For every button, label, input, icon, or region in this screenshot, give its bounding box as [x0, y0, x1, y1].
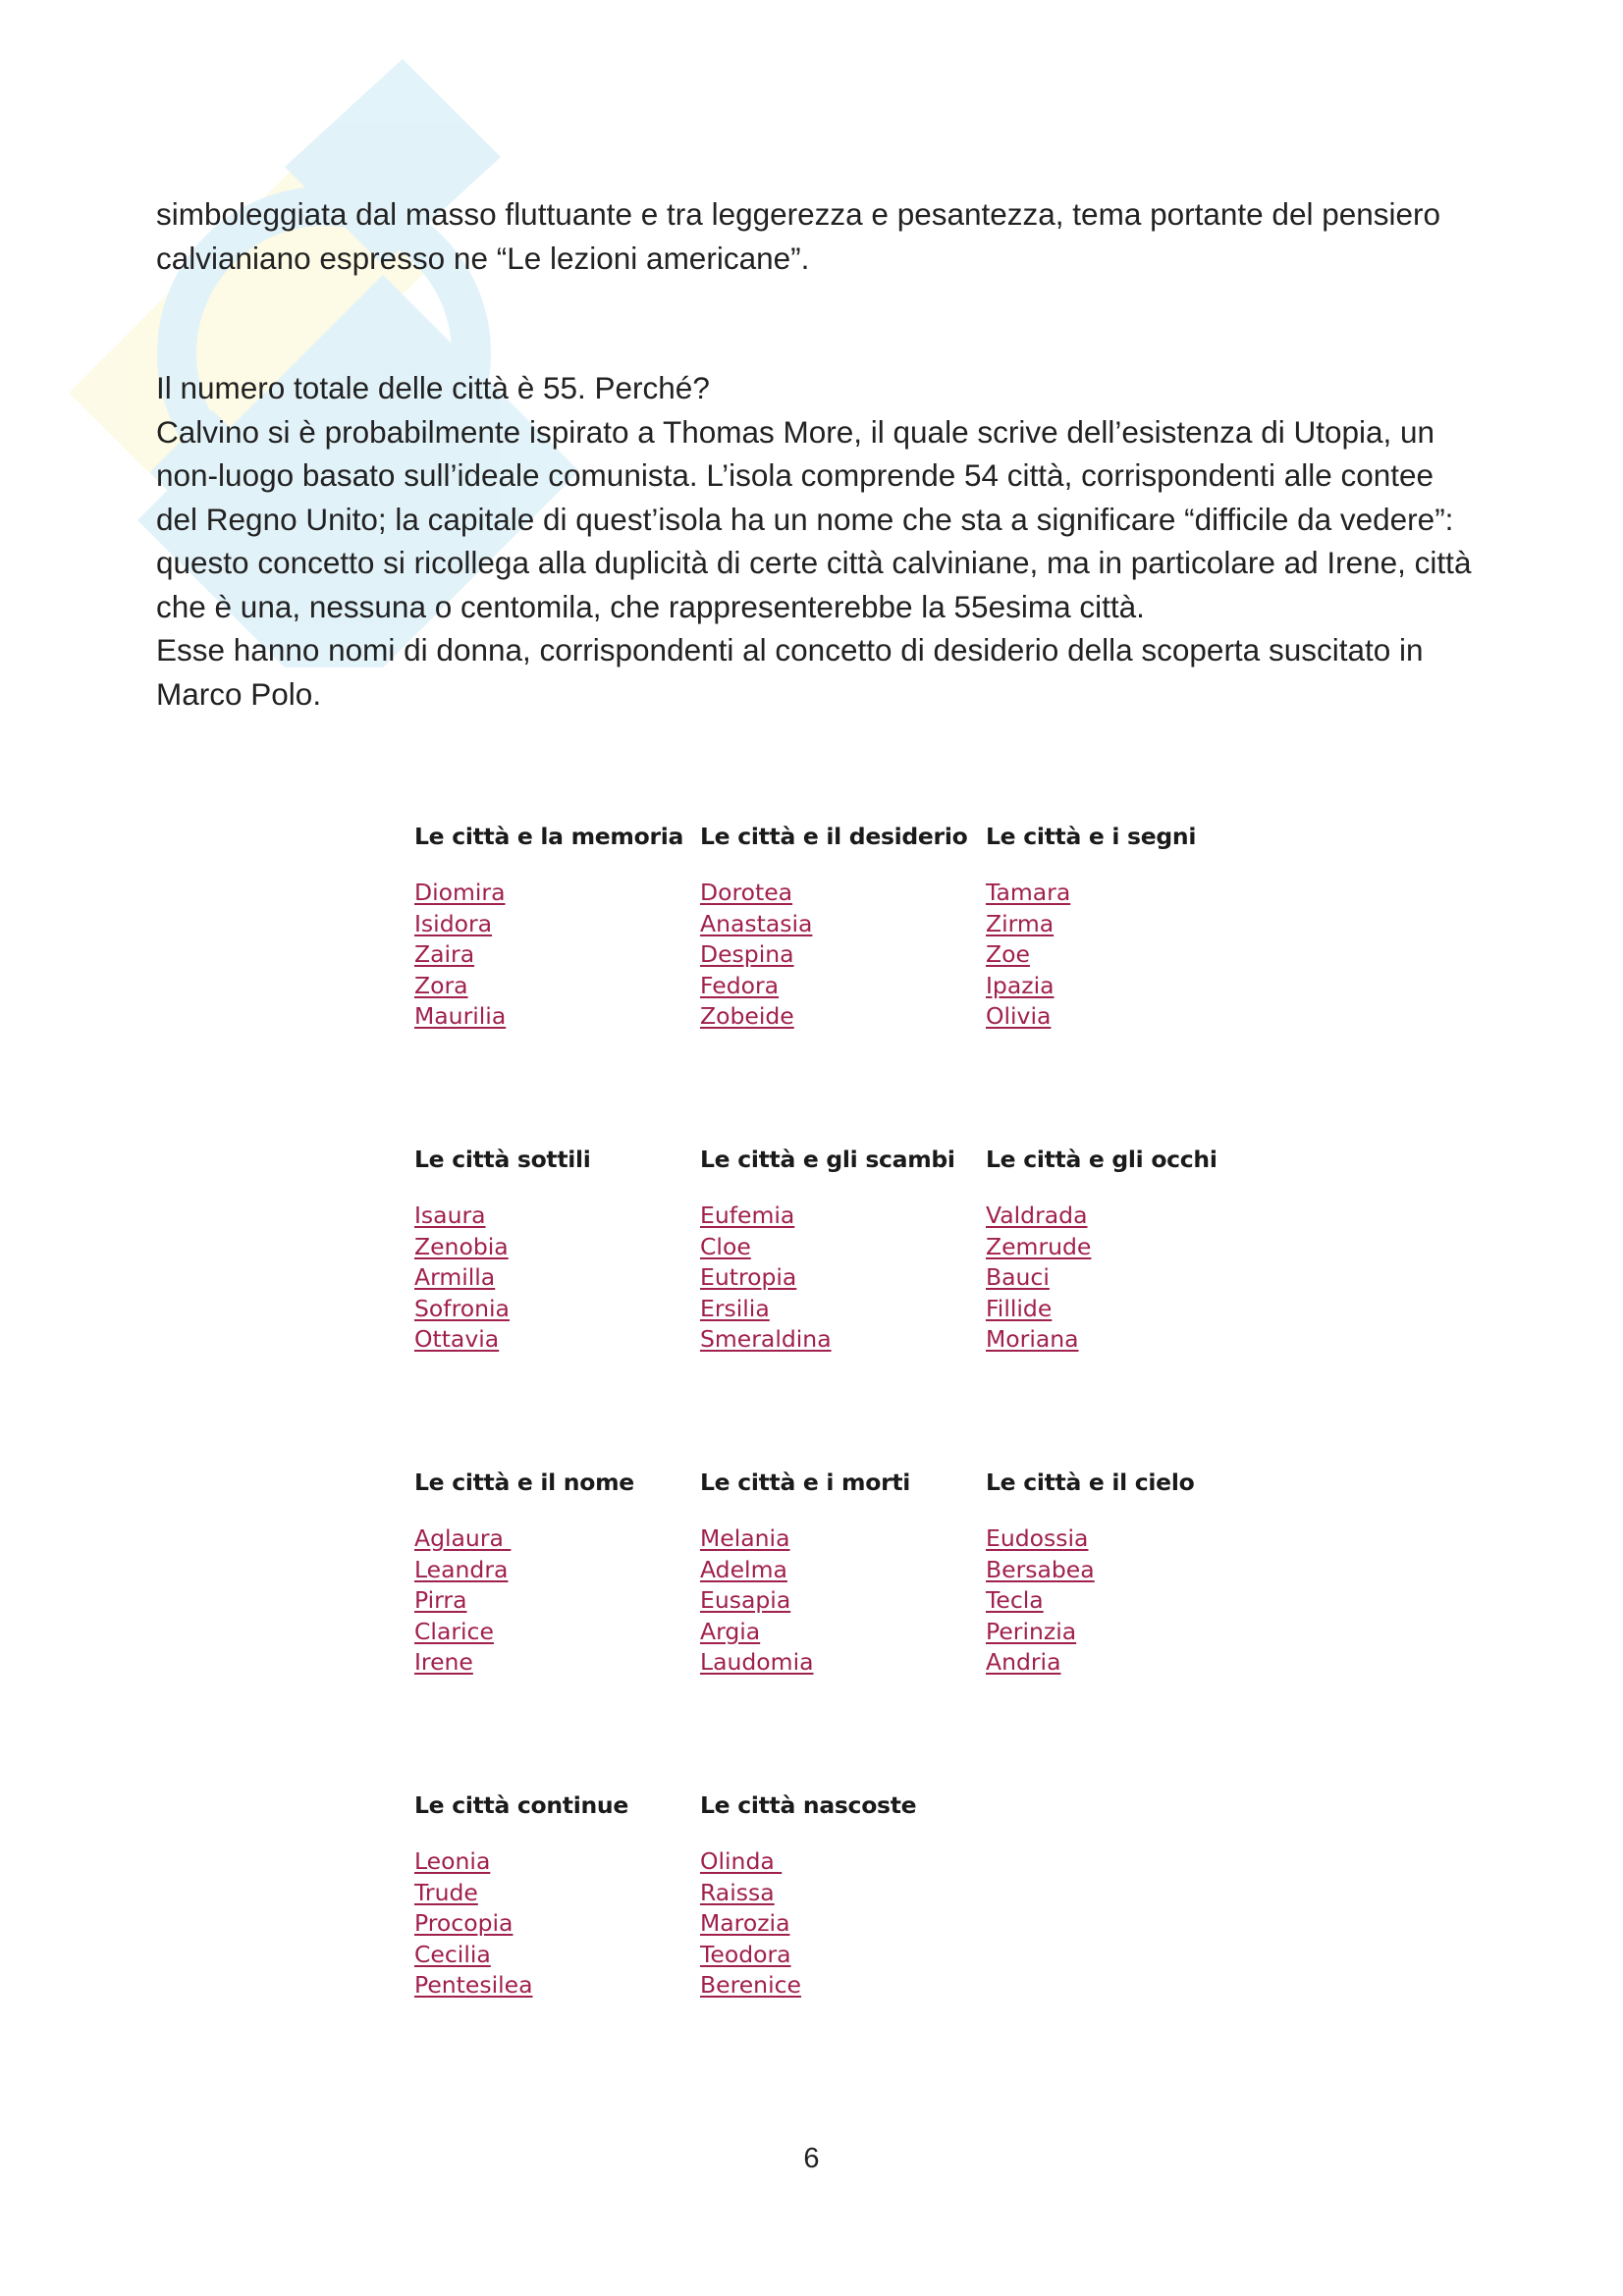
- city-link[interactable]: Ottavia: [414, 1325, 500, 1353]
- city-link[interactable]: Ipazia: [986, 971, 1055, 999]
- city-list: [986, 1201, 1271, 1356]
- city-link[interactable]: Melania: [700, 1524, 790, 1552]
- city-link[interactable]: Eudossia: [986, 1524, 1089, 1552]
- city-link[interactable]: Zenobia: [414, 1232, 509, 1260]
- category-column: [986, 1144, 1271, 1467]
- paragraph-answer: Calvino si è probabilmente ispirato a Thomas More, il quale scrive dell’esistenza di Utopia, un non-luogo basato sull’ideale comunista. L’isola comprende 54 città, corrispondenti alle contee del Regno Unito; la capitale di quest’isola ha un nome che sta a significare “difficile da vedere”: questo concetto si ricollega alla duplicità di certe città calviniane, ma in particolare ad Irene, città che è una, nessuna o centomila, che rappresenterebbe la 55esima città.: [156, 413, 1472, 624]
- city-link[interactable]: Procopia: [414, 1909, 514, 1937]
- city-link[interactable]: Berenice: [700, 1971, 801, 1999]
- city-link[interactable]: Raissa: [700, 1878, 775, 1906]
- city-link[interactable]: Pirra: [414, 1586, 467, 1614]
- city-list: [414, 1846, 700, 2002]
- city-list: [414, 1201, 700, 1356]
- city-list: [986, 1523, 1271, 1679]
- city-link[interactable]: Aglaura: [414, 1524, 512, 1552]
- category-title: Le città e i morti: [700, 1468, 911, 1496]
- city-link[interactable]: Eusapia: [700, 1586, 791, 1614]
- category-column: [700, 821, 986, 1144]
- city-link[interactable]: Perinzia: [986, 1617, 1077, 1645]
- city-link[interactable]: Sofronia: [414, 1294, 510, 1322]
- city-link[interactable]: Eutropia: [700, 1263, 797, 1291]
- category-column: [700, 1467, 986, 1789]
- city-link[interactable]: Cloe: [700, 1232, 751, 1260]
- main-text: [156, 366, 1472, 716]
- city-link[interactable]: Zaira: [414, 940, 475, 968]
- city-link[interactable]: Bauci: [986, 1263, 1050, 1291]
- city-list: [700, 1523, 986, 1679]
- category-title: Le città continue: [414, 1791, 628, 1819]
- city-link[interactable]: Trude: [414, 1878, 478, 1906]
- city-list: [986, 878, 1271, 1033]
- category-title: Le città nascoste: [700, 1791, 917, 1819]
- city-link[interactable]: Despina: [700, 940, 794, 968]
- city-link[interactable]: Leonia: [414, 1847, 491, 1875]
- category-column: [414, 821, 700, 1144]
- city-link[interactable]: Moriana: [986, 1325, 1079, 1353]
- city-list: [700, 1846, 986, 2002]
- category-title: Le città e i segni: [986, 823, 1197, 850]
- city-list: [414, 1523, 700, 1679]
- city-link[interactable]: Pentesilea: [414, 1971, 533, 1999]
- city-link[interactable]: Diomira: [414, 879, 506, 906]
- category-column: [986, 821, 1271, 1144]
- city-link[interactable]: Zirma: [986, 909, 1055, 937]
- city-link[interactable]: Bersabea: [986, 1555, 1095, 1583]
- city-link[interactable]: Andria: [986, 1648, 1061, 1676]
- city-link[interactable]: Isidora: [414, 909, 493, 937]
- category-title: Le città e gli occhi: [986, 1146, 1217, 1173]
- paragraph-names: Esse hanno nomi di donna, corrispondenti al concetto di desiderio della scoperta suscitato in Marco Polo.: [156, 632, 1424, 712]
- category-column: [986, 1467, 1271, 1789]
- category-column: [414, 1144, 700, 1467]
- paragraph-question: Il numero totale delle città è 55. Perché?: [156, 370, 710, 405]
- category-title: Le città e il nome: [414, 1468, 634, 1496]
- city-link[interactable]: Tamara: [986, 879, 1071, 906]
- city-link[interactable]: Zoe: [986, 940, 1030, 968]
- city-link[interactable]: Marozia: [700, 1909, 790, 1937]
- city-link[interactable]: Adelma: [700, 1555, 787, 1583]
- city-link[interactable]: Isaura: [414, 1201, 486, 1229]
- continuation-paragraph: [156, 192, 1472, 280]
- city-link[interactable]: Valdrada: [986, 1201, 1088, 1229]
- city-link[interactable]: Ersilia: [700, 1294, 770, 1322]
- category-title: Le città e il desiderio: [700, 823, 968, 850]
- city-link[interactable]: Cecilia: [414, 1940, 491, 1968]
- city-link[interactable]: Fillide: [986, 1294, 1053, 1322]
- category-title: Le città sottili: [414, 1146, 591, 1173]
- city-link[interactable]: Eufemia: [700, 1201, 795, 1229]
- city-link[interactable]: Maurilia: [414, 1002, 507, 1030]
- city-link[interactable]: Smeraldina: [700, 1325, 832, 1353]
- category-title: Le città e la memoria: [414, 823, 684, 850]
- city-link[interactable]: Zemrude: [986, 1232, 1092, 1260]
- cities-table: [414, 821, 1298, 2112]
- category-column: [700, 1144, 986, 1467]
- city-link[interactable]: Dorotea: [700, 879, 793, 906]
- city-link[interactable]: Tecla: [986, 1586, 1044, 1614]
- city-list: [700, 1201, 986, 1356]
- city-list: [700, 878, 986, 1033]
- city-link[interactable]: Laudomia: [700, 1648, 814, 1676]
- city-list: [414, 878, 700, 1033]
- category-title: Le città e il cielo: [986, 1468, 1195, 1496]
- category-title: Le città e gli scambi: [700, 1146, 955, 1173]
- page-number: 6: [803, 2143, 820, 2174]
- category-column: [700, 1789, 986, 2112]
- city-link[interactable]: Fedora: [700, 971, 780, 999]
- city-link[interactable]: Teodora: [700, 1940, 791, 1968]
- city-link[interactable]: Anastasia: [700, 909, 813, 937]
- paragraph-continuation: simboleggiata dal masso fluttuante e tra leggerezza e pesantezza, tema portante del pensiero calvianiano espresso ne “Le lezioni americane”.: [156, 196, 1441, 276]
- city-link[interactable]: Zora: [414, 971, 468, 999]
- city-link[interactable]: Leandra: [414, 1555, 509, 1583]
- category-column: [414, 1789, 700, 2112]
- city-link[interactable]: Armilla: [414, 1263, 496, 1291]
- city-link[interactable]: Olivia: [986, 1002, 1052, 1030]
- city-link[interactable]: Argia: [700, 1617, 761, 1645]
- city-link[interactable]: Irene: [414, 1648, 473, 1676]
- city-link[interactable]: Olinda: [700, 1847, 783, 1875]
- category-column: [414, 1467, 700, 1789]
- city-link[interactable]: Clarice: [414, 1617, 494, 1645]
- city-link[interactable]: Zobeide: [700, 1002, 794, 1030]
